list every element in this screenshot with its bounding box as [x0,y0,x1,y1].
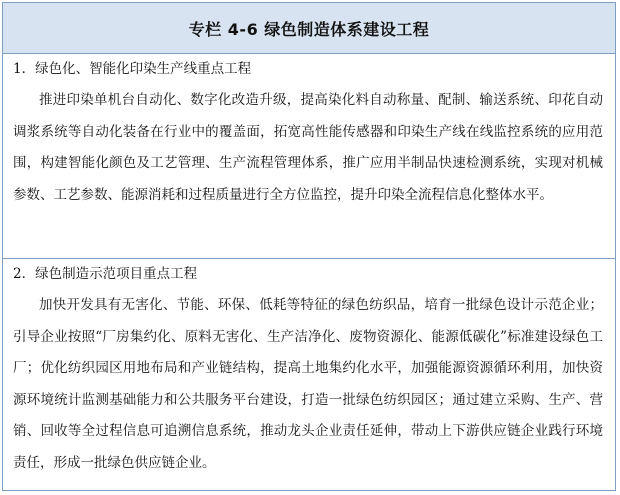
box-header [3,3,615,54]
section-title: 1．绿色化、智能化印染生产线重点工程 [13,61,252,77]
section-green-manufacturing-demo [3,259,615,490]
section-title: 2．绿色制造示范项目重点工程 [13,266,198,282]
section-body: 加快开发具有无害化、节能、环保、低耗等特征的绿色纺织品，培育一批绿色设计示范企业；引导企业按照“厂房集约化、原料无害化、生产洁净化、废物资源化、能源低碳化”标准建设绿色工厂；优化纺织园区用地布局和产业链结构，提高土地集约化水平，加强能源资源循环利用，加快资源环境统计监测基础能力和公共服务平台建设，打造一批绿色纺织园区；通过建立采购、生产、营销、回收等全过程信息可追溯信息系统，推动龙头企业责任延伸，带动上下游供应链企业践行环境责任，形成一批绿色供应链企业。 [13,297,603,471]
box-title: 专栏 4-6 绿色制造体系建设工程 [188,19,430,39]
feature-box-table [2,2,616,491]
section-body: 推进印染单机台自动化、数字化改造升级，提高染化料自动称量、配制、输送系统、印花自动调浆系统等自动化装备在行业中的覆盖面，拓宽高性能传感器和印染生产线在线监控系统的应用范围，构建智能化颜色及工艺管理、生产流程管理体系，推广应用半制品快速检测系统，实现对机械参数、工艺参数、能源消耗和过程质量进行全方位监控，提升印染全流程信息化整体水平。 [13,92,603,203]
section-green-intelligent-printing [3,54,615,259]
